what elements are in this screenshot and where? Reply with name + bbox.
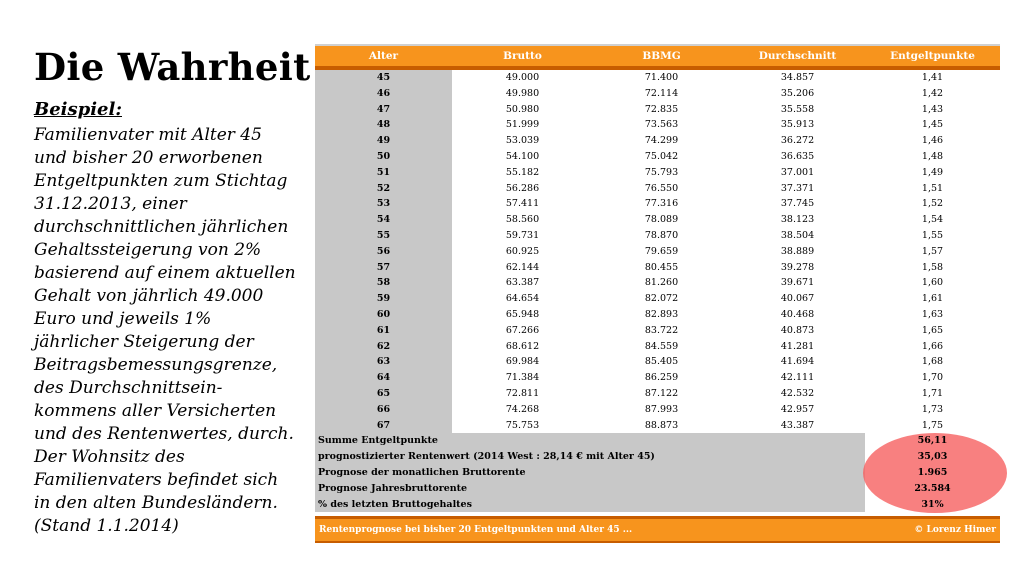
table-row — [315, 102, 1000, 118]
table-row — [315, 307, 1000, 323]
summary-label: Prognose der monatlichen Bruttorente — [315, 465, 865, 481]
cell-bbmg: 87.993 — [593, 402, 730, 418]
cell-entgeltpunkte: 1,70 — [865, 370, 1000, 386]
cell-entgeltpunkte: 1,55 — [865, 228, 1000, 244]
cell-brutto: 69.984 — [452, 354, 593, 370]
cell-alter: 57 — [315, 260, 452, 276]
cell-entgeltpunkte: 1,57 — [865, 244, 1000, 260]
table-row — [315, 339, 1000, 355]
cell-durchschnitt: 37.001 — [730, 165, 865, 181]
cell-entgeltpunkte: 1,60 — [865, 275, 1000, 291]
cell-brutto: 59.731 — [452, 228, 593, 244]
summary-value: 23.584 — [914, 482, 951, 494]
description-line: in den alten Bundesländern. — [34, 493, 278, 513]
cell-alter: 58 — [315, 275, 452, 291]
description-line: Der Wohnsitz des — [34, 447, 185, 467]
cell-entgeltpunkte: 1,68 — [865, 354, 1000, 370]
cell-durchschnitt: 42.532 — [730, 386, 865, 402]
cell-alter: 52 — [315, 181, 452, 197]
summary-label: Prognose Jahresbruttorente — [315, 481, 865, 497]
col-header-entgeltpunkte: Entgeltpunkte — [890, 50, 975, 62]
table-row — [315, 212, 1000, 228]
cell-bbmg: 81.260 — [593, 275, 730, 291]
table-row — [315, 196, 1000, 212]
cell-durchschnitt: 39.671 — [730, 275, 865, 291]
cell-brutto: 65.948 — [452, 307, 593, 323]
cell-durchschnitt: 40.067 — [730, 291, 865, 307]
table-row — [315, 291, 1000, 307]
cell-entgeltpunkte: 1,54 — [865, 212, 1000, 228]
cell-bbmg: 82.893 — [593, 307, 730, 323]
table-row — [315, 402, 1000, 418]
table-row — [315, 370, 1000, 386]
table-summary — [315, 433, 1000, 512]
cell-bbmg: 83.722 — [593, 323, 730, 339]
table-row — [315, 149, 1000, 165]
cell-durchschnitt: 40.873 — [730, 323, 865, 339]
cell-brutto: 67.266 — [452, 323, 593, 339]
cell-bbmg: 86.259 — [593, 370, 730, 386]
summary-label: Summe Entgeltpunkte — [315, 433, 865, 449]
summary-value: 31% — [921, 498, 944, 510]
col-header-bbmg: BBMG — [642, 50, 681, 62]
cell-durchschnitt: 40.468 — [730, 307, 865, 323]
cell-durchschnitt: 36.272 — [730, 133, 865, 149]
description-line: des Durchschnittsein- — [34, 378, 223, 398]
table-body — [315, 70, 1000, 433]
cell-entgeltpunkte: 1,49 — [865, 165, 1000, 181]
description-line: Entgeltpunkten zum Stichtag — [34, 171, 288, 191]
footer-caption: Rentenprognose bei bisher 20 Entgeltpunkten und Alter 45 ... — [319, 525, 633, 536]
footer-copyright: © Lorenz Himer — [914, 525, 996, 536]
cell-brutto: 74.268 — [452, 402, 593, 418]
cell-alter: 64 — [315, 370, 452, 386]
cell-alter: 48 — [315, 117, 452, 133]
example-heading: Beispiel: — [34, 99, 122, 120]
table-row — [315, 354, 1000, 370]
cell-durchschnitt: 42.111 — [730, 370, 865, 386]
table-row — [315, 70, 1000, 86]
cell-alter: 59 — [315, 291, 452, 307]
cell-durchschnitt: 39.278 — [730, 260, 865, 276]
cell-durchschnitt: 36.635 — [730, 149, 865, 165]
description-line: Euro und jeweils 1% — [34, 309, 212, 329]
description-line: basierend auf einem aktuellen — [34, 263, 296, 283]
cell-durchschnitt: 43.387 — [730, 418, 865, 434]
cell-alter: 47 — [315, 102, 452, 118]
summary-row — [315, 497, 1000, 513]
cell-bbmg: 84.559 — [593, 339, 730, 355]
cell-alter: 54 — [315, 212, 452, 228]
table-row — [315, 260, 1000, 276]
description-line: durchschnittlichen jährlichen — [34, 217, 289, 237]
cell-bbmg: 74.299 — [593, 133, 730, 149]
summary-row — [315, 449, 1000, 465]
description-line: Familienvaters befindet sich — [34, 470, 279, 490]
page-title: Die Wahrheit — [34, 45, 311, 89]
description-line: jährlicher Steigerung der — [34, 332, 254, 352]
description-line: Gehalt von jährlich 49.000 — [34, 286, 264, 306]
cell-bbmg: 72.114 — [593, 86, 730, 102]
cell-entgeltpunkte: 1,52 — [865, 196, 1000, 212]
cell-alter: 46 — [315, 86, 452, 102]
cell-durchschnitt: 38.889 — [730, 244, 865, 260]
table-row — [315, 86, 1000, 102]
table-row — [315, 165, 1000, 181]
summary-label: % des letzten Bruttogehaltes — [315, 497, 865, 513]
cell-durchschnitt: 34.857 — [730, 70, 865, 86]
summary-row — [315, 481, 1000, 497]
cell-alter: 65 — [315, 386, 452, 402]
summary-value: 35,03 — [917, 451, 948, 463]
cell-entgeltpunkte: 1,42 — [865, 86, 1000, 102]
cell-bbmg: 87.122 — [593, 386, 730, 402]
cell-bbmg: 73.563 — [593, 117, 730, 133]
cell-brutto: 72.811 — [452, 386, 593, 402]
cell-alter: 60 — [315, 307, 452, 323]
table-row — [315, 323, 1000, 339]
cell-brutto: 62.144 — [452, 260, 593, 276]
description-line: Gehaltssteigerung von 2% — [34, 240, 262, 260]
cell-entgeltpunkte: 1,63 — [865, 307, 1000, 323]
cell-brutto: 55.182 — [452, 165, 593, 181]
cell-entgeltpunkte: 1,43 — [865, 102, 1000, 118]
cell-entgeltpunkte: 1,66 — [865, 339, 1000, 355]
cell-alter: 63 — [315, 354, 452, 370]
cell-durchschnitt: 41.694 — [730, 354, 865, 370]
description-line: kommens aller Versicherten — [34, 401, 277, 421]
cell-bbmg: 82.072 — [593, 291, 730, 307]
cell-bbmg: 75.042 — [593, 149, 730, 165]
table-row — [315, 275, 1000, 291]
cell-durchschnitt: 42.957 — [730, 402, 865, 418]
cell-entgeltpunkte: 1,73 — [865, 402, 1000, 418]
cell-entgeltpunkte: 1,61 — [865, 291, 1000, 307]
pension-table — [315, 44, 1000, 543]
table-row — [315, 181, 1000, 197]
cell-bbmg: 78.870 — [593, 228, 730, 244]
col-header-brutto: Brutto — [503, 50, 542, 62]
cell-brutto: 75.753 — [452, 418, 593, 434]
cell-bbmg: 85.405 — [593, 354, 730, 370]
cell-alter: 53 — [315, 196, 452, 212]
table-header — [315, 44, 1000, 70]
col-header-durchschnitt: Durchschnitt — [758, 50, 837, 62]
table-row — [315, 133, 1000, 149]
cell-brutto: 63.387 — [452, 275, 593, 291]
cell-brutto: 56.286 — [452, 181, 593, 197]
description-line: Beitragsbemessungsgrenze, — [34, 355, 278, 375]
cell-bbmg: 76.550 — [593, 181, 730, 197]
cell-alter: 51 — [315, 165, 452, 181]
cell-alter: 67 — [315, 418, 452, 434]
cell-brutto: 58.560 — [452, 212, 593, 228]
cell-entgeltpunkte: 1,71 — [865, 386, 1000, 402]
cell-bbmg: 71.400 — [593, 70, 730, 86]
cell-brutto: 51.999 — [452, 117, 593, 133]
summary-value: 1.965 — [917, 466, 948, 478]
cell-alter: 56 — [315, 244, 452, 260]
summary-row — [315, 465, 1000, 481]
description-line: (Stand 1.1.2014) — [34, 516, 179, 536]
cell-durchschnitt: 41.281 — [730, 339, 865, 355]
summary-row — [315, 433, 1000, 449]
description-line: 31.12.2013, einer — [34, 194, 187, 214]
cell-entgeltpunkte: 1,41 — [865, 70, 1000, 86]
description-line: und des Rentenwertes, durch. — [34, 424, 294, 444]
cell-entgeltpunkte: 1,45 — [865, 117, 1000, 133]
cell-alter: 50 — [315, 149, 452, 165]
cell-durchschnitt: 37.745 — [730, 196, 865, 212]
cell-alter: 49 — [315, 133, 452, 149]
table-footer — [315, 516, 1000, 543]
cell-alter: 61 — [315, 323, 452, 339]
cell-durchschnitt: 37.371 — [730, 181, 865, 197]
example-description — [34, 124, 309, 538]
cell-alter: 55 — [315, 228, 452, 244]
cell-entgeltpunkte: 1,46 — [865, 133, 1000, 149]
cell-alter: 45 — [315, 70, 452, 86]
cell-brutto: 54.100 — [452, 149, 593, 165]
cell-entgeltpunkte: 1,51 — [865, 181, 1000, 197]
cell-brutto: 64.654 — [452, 291, 593, 307]
cell-alter: 66 — [315, 402, 452, 418]
description-line: Familienvater mit Alter 45 — [34, 125, 262, 145]
cell-bbmg: 78.089 — [593, 212, 730, 228]
cell-brutto: 49.980 — [452, 86, 593, 102]
col-header-alter: Alter — [368, 50, 399, 62]
cell-brutto: 50.980 — [452, 102, 593, 118]
cell-bbmg: 88.873 — [593, 418, 730, 434]
table-row — [315, 244, 1000, 260]
cell-alter: 62 — [315, 339, 452, 355]
cell-durchschnitt: 35.206 — [730, 86, 865, 102]
cell-brutto: 49.000 — [452, 70, 593, 86]
cell-bbmg: 79.659 — [593, 244, 730, 260]
cell-brutto: 60.925 — [452, 244, 593, 260]
cell-entgeltpunkte: 1,58 — [865, 260, 1000, 276]
cell-durchschnitt: 38.123 — [730, 212, 865, 228]
cell-entgeltpunkte: 1,75 — [865, 418, 1000, 434]
cell-brutto: 57.411 — [452, 196, 593, 212]
cell-durchschnitt: 35.913 — [730, 117, 865, 133]
cell-bbmg: 77.316 — [593, 196, 730, 212]
summary-label: prognostizierter Rentenwert (2014 West : 28,14 € mit Alter 45) — [315, 449, 865, 465]
cell-brutto: 68.612 — [452, 339, 593, 355]
table-row — [315, 386, 1000, 402]
description-line: und bisher 20 erworbenen — [34, 148, 263, 168]
cell-bbmg: 80.455 — [593, 260, 730, 276]
cell-entgeltpunkte: 1,65 — [865, 323, 1000, 339]
cell-entgeltpunkte: 1,48 — [865, 149, 1000, 165]
cell-bbmg: 72.835 — [593, 102, 730, 118]
summary-value: 56,11 — [917, 435, 948, 447]
table-row — [315, 228, 1000, 244]
cell-bbmg: 75.793 — [593, 165, 730, 181]
cell-durchschnitt: 35.558 — [730, 102, 865, 118]
cell-brutto: 53.039 — [452, 133, 593, 149]
table-row — [315, 418, 1000, 434]
cell-brutto: 71.384 — [452, 370, 593, 386]
table-row — [315, 117, 1000, 133]
cell-durchschnitt: 38.504 — [730, 228, 865, 244]
